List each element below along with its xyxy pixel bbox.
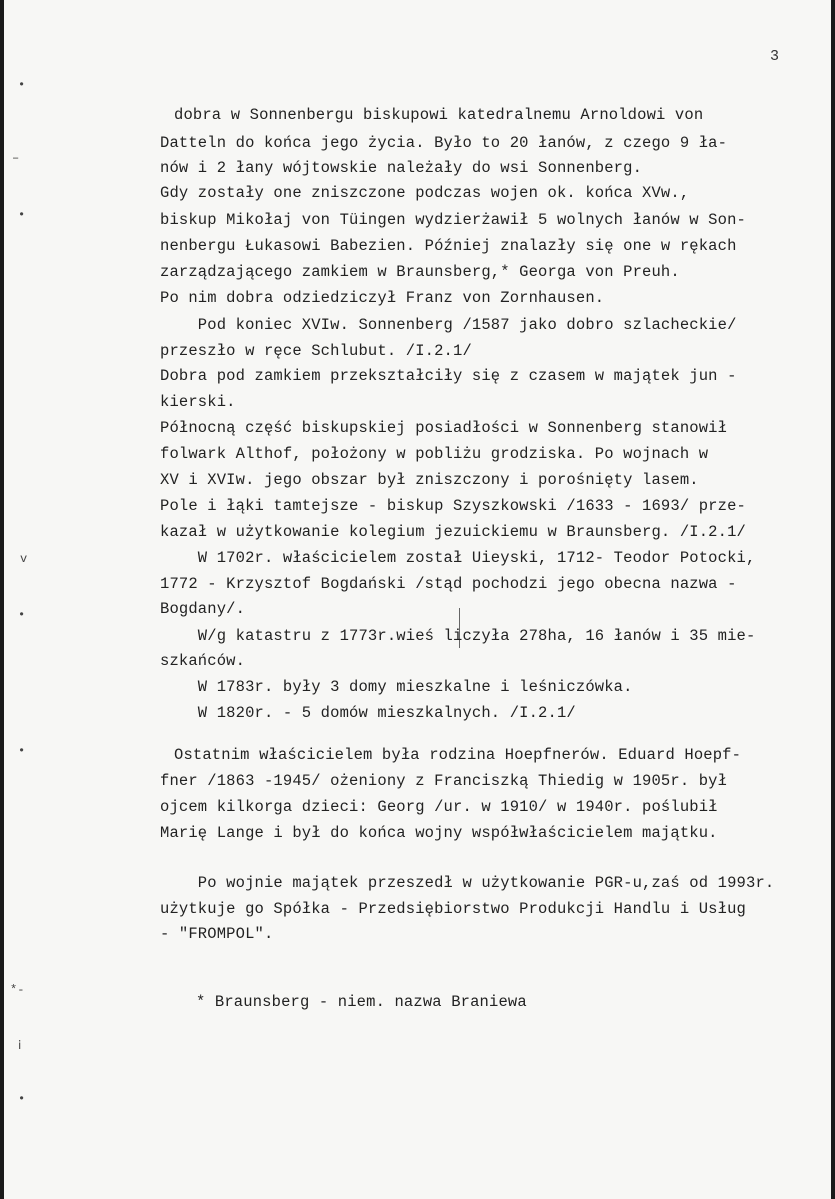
margin-speck: – <box>12 151 20 165</box>
text-line: Bogdany/. <box>160 600 246 618</box>
text-line: XV i XVIw. jego obszar był zniszczony i porośnięty lasem. <box>160 471 699 489</box>
page-left-edge <box>0 0 4 1199</box>
text-line: Po nim dobra odziedziczył Franz von Zornhausen. <box>160 289 605 307</box>
text-line: W 1783r. były 3 domy mieszkalne i leśniczówka. <box>160 678 633 696</box>
margin-speck: v <box>20 552 28 566</box>
margin-speck: • <box>18 78 26 92</box>
margin-speck: ⅰ <box>18 1039 22 1053</box>
text-line: kierski. <box>160 393 236 411</box>
margin-speck: • <box>18 744 26 758</box>
page-right-edge <box>831 0 835 1199</box>
page-number: 3 <box>770 48 780 65</box>
text-line: Datteln do końca jego życia. Było to 20 łanów, z czego 9 ła- <box>160 134 728 152</box>
text-line: szkańców. <box>160 652 246 670</box>
text-line: fner /1863 -1945/ ożeniony z Franciszką Thiedig w 1905r. był <box>160 772 728 790</box>
text-line: 1772 - Krzysztof Bogdański /stąd pochodzi jego obecna nazwa - <box>160 575 737 593</box>
margin-speck: • <box>18 1092 26 1106</box>
text-line: folwark Althof, położony w pobliżu grodziska. Po wojnach w <box>160 445 709 463</box>
text-line: W 1702r. właścicielem został Uieyski, 1712- Teodor Potocki, <box>160 549 756 567</box>
text-line: zarządzającego zamkiem w Braunsberg,* Georga von Preuh. <box>160 263 680 281</box>
text-line: nów i 2 łany wójtowskie należały do wsi Sonnenberg. <box>160 159 643 177</box>
text-line: kazał w użytkowanie kolegium jezuickiemu w Braunsberg. /I.2.1/ <box>160 523 746 541</box>
margin-speck: • <box>18 608 26 622</box>
text-line: - "FROMPOL". <box>160 925 274 943</box>
text-line: W/g katastru z 1773r.wieś liczyła 278ha, 16 łanów i 35 mie- <box>160 627 756 645</box>
text-line: nenbergu Łukasowi Babezien. Później znalazły się one w rękach <box>160 237 737 255</box>
text-line: biskup Mikołaj von Tüingen wydzierżawił 5 wolnych łanów w Son- <box>160 211 746 229</box>
text-line: przeszło w ręce Schlubut. /I.2.1/ <box>160 342 472 360</box>
text-line: Po wojnie majątek przeszedł w użytkowanie PGR-u,zaś od 1993r. <box>160 874 775 892</box>
text-line: Gdy zostały one zniszczone podczas wojen ok. końca XVw., <box>160 184 690 202</box>
margin-speck: • <box>18 208 26 222</box>
text-line: ojcem kilkorga dzieci: Georg /ur. w 1910/ w 1940r. poślubił <box>160 798 718 816</box>
text-line: Pod koniec XVIw. Sonnenberg /1587 jako dobro szlacheckie/ <box>160 316 737 334</box>
text-line: Północną część biskupskiej posiadłości w Sonnenberg stanowił <box>160 419 728 437</box>
text-line: Marię Lange i był do końca wojny współwłaścicielem majątku. <box>160 824 718 842</box>
text-line: Ostatnim właścicielem była rodzina Hoepfnerów. Eduard Hoepf- <box>174 746 742 764</box>
text-line: Dobra pod zamkiem przekształciły się z czasem w majątek jun - <box>160 367 737 385</box>
text-line: Pole i łąki tamtejsze - biskup Szyszkowski /1633 - 1693/ prze- <box>160 497 746 515</box>
margin-speck: *- <box>10 983 25 997</box>
footnote: * Braunsberg - niem. nazwa Braniewa <box>196 993 527 1011</box>
text-line: dobra w Sonnenbergu biskupowi katedralnemu Arnoldowi von <box>174 106 704 124</box>
text-line: W 1820r. - 5 domów mieszkalnych. /I.2.1/ <box>160 704 576 722</box>
text-line: użytkuje go Spółka - Przedsiębiorstwo Produkcji Handlu i Usług <box>160 900 746 918</box>
